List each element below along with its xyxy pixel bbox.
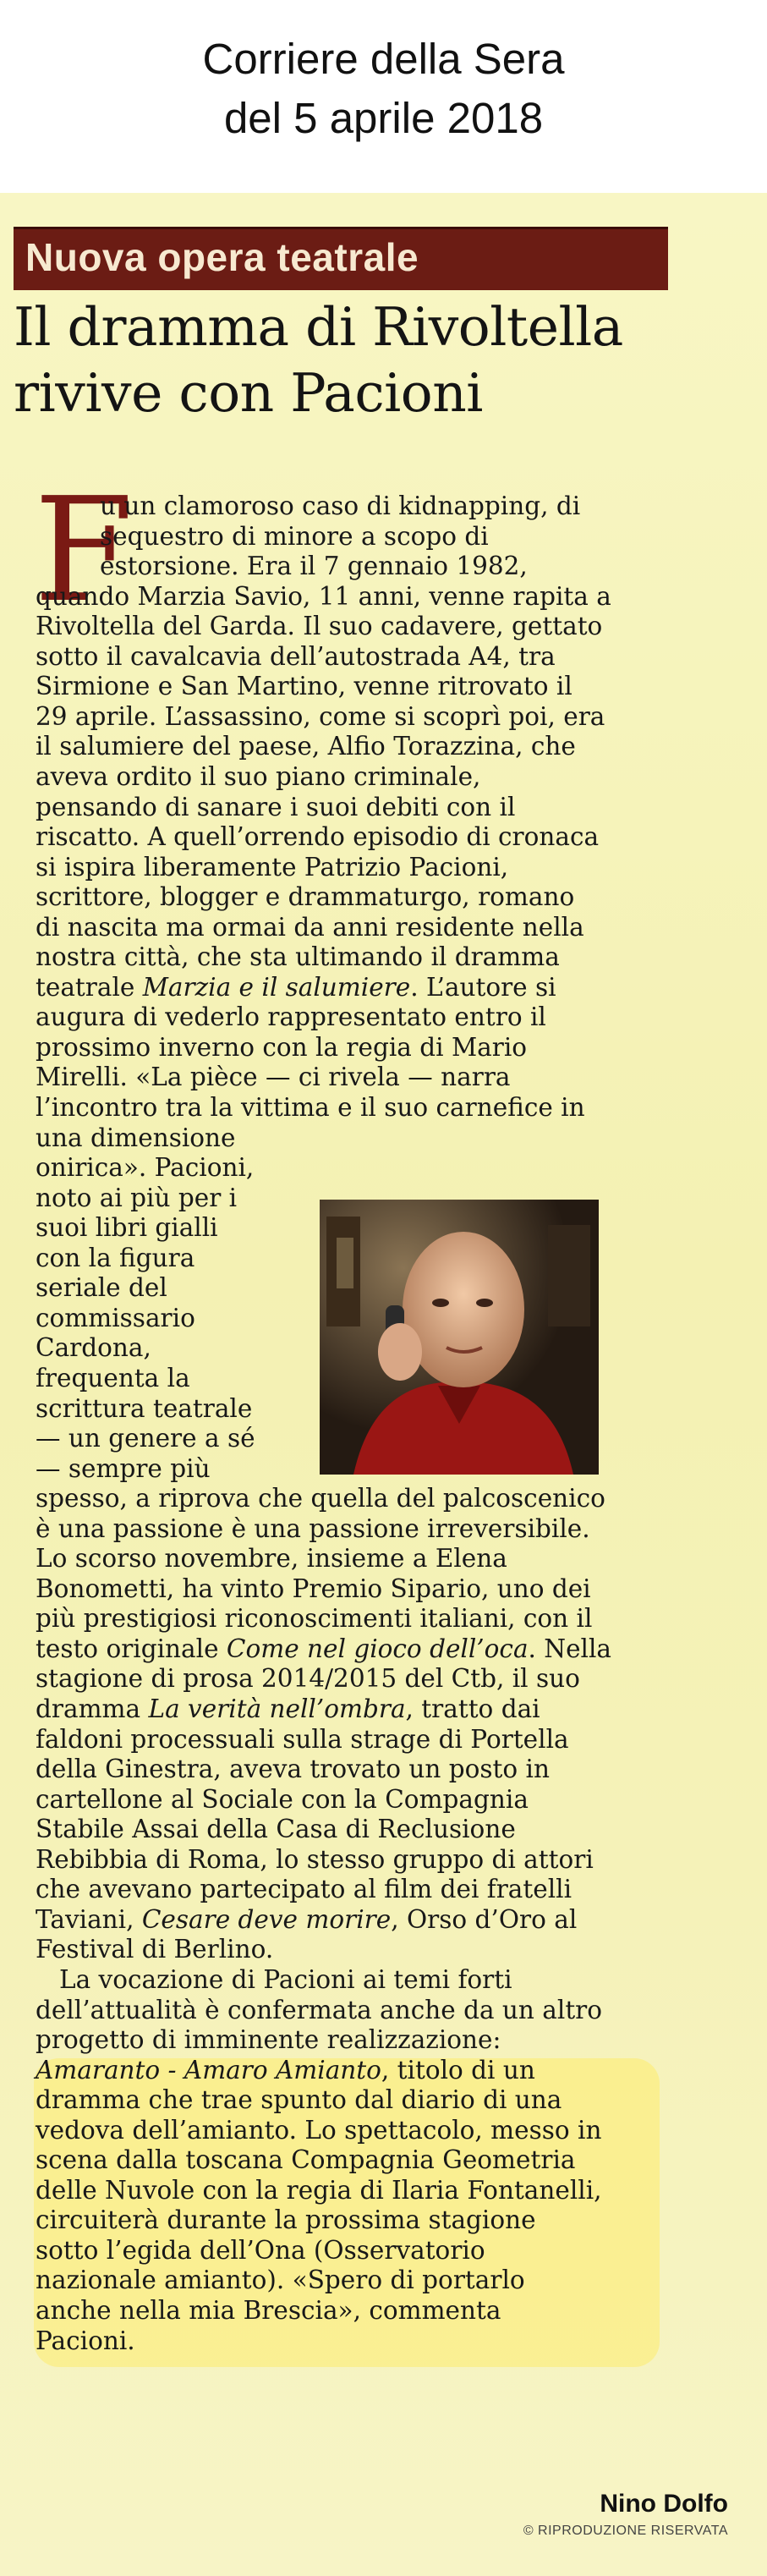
article-line — [36, 1934, 273, 1964]
article-line-text: dramma — [36, 1694, 149, 1723]
article-line-text: che avevano partecipato al film dei fratelli — [36, 1875, 573, 1904]
article-line — [36, 1483, 605, 1513]
article-line-text: nostra città, che sta ultimando il dramma — [36, 942, 560, 972]
article-line-text: spesso, a riprova che quella del palcoscenico — [36, 1484, 605, 1513]
article-line-text: — un genere a sé — [36, 1424, 255, 1453]
article-line-text: Rivoltella del Garda. Il suo cadavere, gettato — [36, 612, 603, 641]
article-line — [36, 1634, 611, 1664]
article-line-text: l’incontro tra la vittima e il suo carnefice in — [36, 1093, 585, 1122]
article-line-text: 29 aprile. L’assassino, come si scoprì poi, era — [36, 701, 605, 731]
headline-line-1: Il dramma di Rivoltella — [14, 296, 623, 358]
article-line-title: Cesare deve morire — [141, 1904, 392, 1934]
article-line-text: scrittura teatrale — [36, 1393, 253, 1423]
article-line — [36, 1995, 602, 2025]
article-line — [36, 1754, 550, 1784]
article-line-text: sequestro di minore a scopo di — [100, 521, 489, 551]
article-line-text: scena dalla toscana Compagnia Geometria — [36, 2145, 576, 2175]
article-line-text: con la figura — [36, 1243, 195, 1272]
article-line-tail: . L’autore si — [410, 972, 556, 1002]
article-line — [36, 2295, 501, 2326]
article-line-text: dramma che trae spunto dal diario di una — [36, 2085, 562, 2115]
article-line — [36, 1062, 511, 1092]
article-line-text: dell’attualità è confermata anche da un altro — [36, 1995, 603, 2024]
article-line — [36, 942, 560, 972]
copyright-notice: © RIPRODUZIONE RISERVATA — [523, 2524, 728, 2538]
article-line — [36, 1032, 527, 1063]
article-line — [36, 2024, 501, 2055]
article-line-text: pensando di sanare i suoi debiti con il — [36, 792, 516, 821]
article-line — [36, 1904, 577, 1935]
source-line-date: del 5 aprile 2018 — [223, 94, 544, 142]
article-line-text: Mirelli. «La pièce — ci rivela — narra — [36, 1063, 511, 1092]
author-photo — [320, 1200, 599, 1475]
article-line-text: testo originale — [36, 1634, 227, 1663]
article-line — [36, 2235, 485, 2266]
article-line — [36, 1814, 516, 1844]
article-line-text: scrittore, blogger e drammaturgo, romano — [36, 882, 575, 912]
article-line — [36, 1574, 591, 1604]
article-line-text: stagione di prosa 2014/2015 del Ctb, il suo — [36, 1664, 580, 1694]
article-line-text: Taviani, — [36, 1904, 142, 1934]
article-line-text: seriale del — [36, 1273, 167, 1303]
article-line — [59, 1964, 512, 1995]
article-line-text: sotto il cavalcavia dell’autostrada A4, tra — [36, 641, 556, 671]
kicker-text: Nuova opera teatrale — [25, 235, 419, 279]
article-line — [36, 972, 556, 1002]
article-line — [36, 1243, 194, 1273]
article-line — [36, 671, 573, 701]
article-line-text: della Ginestra, aveva trovato un posto in — [36, 1755, 550, 1784]
article-line — [36, 2265, 525, 2295]
headline-line-2: rivive con Pacioni — [14, 362, 483, 424]
article-line — [36, 1393, 252, 1424]
newspaper-clipping — [0, 193, 767, 2576]
article-line-text: Lo scorso novembre, insieme a Elena — [36, 1544, 507, 1574]
article-line-text: nazionale amianto). «Spero di portarlo — [36, 2266, 525, 2295]
article-line-text: cartellone al Sociale con la Compagnia — [36, 1784, 529, 1814]
article-line-text: aveva ordito il suo piano criminale, — [36, 761, 481, 791]
article-line — [36, 1363, 190, 1393]
article-line — [36, 2326, 135, 2356]
article-line-text: più prestigiosi riconoscimenti italiani, con il — [36, 1604, 593, 1634]
article-line-text: Rebibbia di Roma, lo stesso gruppo di attori — [36, 1844, 594, 1874]
article-line — [36, 1844, 594, 1875]
article-line — [36, 701, 605, 732]
article-line — [36, 2055, 535, 2085]
article-line — [36, 1784, 529, 1815]
kicker-banner — [14, 227, 668, 290]
article-line — [36, 1513, 590, 1544]
author-portrait-image — [320, 1200, 599, 1475]
article-line — [36, 821, 599, 852]
article-line-title: Marzia e il salumiere — [142, 972, 411, 1002]
article-line-text: Pacioni. — [36, 2326, 135, 2355]
article-line-text: di nascita ma ormai da anni residente nella — [36, 912, 584, 942]
article-line-text: commissario — [36, 1303, 195, 1332]
article-line — [36, 1724, 569, 1755]
article-line — [100, 491, 580, 521]
article-line — [36, 1453, 211, 1484]
article-line — [36, 1002, 546, 1032]
article-line-text: prossimo inverno con la regia di Mario — [36, 1032, 528, 1062]
article-line-title: La verità nell’ombra — [148, 1694, 406, 1723]
article-line-tail: , tratto dai — [405, 1694, 540, 1723]
article-line-text: anche nella mia Brescia», commenta — [36, 2296, 501, 2325]
article-line — [36, 2145, 575, 2175]
article-line — [36, 1874, 572, 1904]
article-line — [100, 551, 528, 581]
article-line — [36, 1303, 195, 1333]
source-line-newspaper: Corriere della Sera — [202, 35, 565, 83]
article-line — [36, 761, 480, 792]
article-line — [36, 731, 576, 761]
article-line-text: teatrale — [36, 972, 143, 1002]
article-line-title: Amaranto - Amaro Amianto — [36, 2055, 381, 2084]
article-line — [36, 1663, 580, 1694]
article-line-text: Sirmione e San Martino, venne ritrovato il — [36, 672, 573, 701]
article-line — [36, 2175, 602, 2205]
article-line-text: u un clamoroso caso di kidnapping, di — [100, 492, 581, 520]
article-line — [36, 1092, 585, 1123]
article-line — [36, 2205, 536, 2235]
article-line — [36, 792, 515, 822]
article-line-text: circuiterà durante la prossima stagione — [36, 2205, 536, 2235]
article-line-text: il salumiere del paese, Alfio Torazzina, che — [36, 732, 576, 761]
article-line — [36, 1423, 255, 1453]
article-line — [36, 1183, 237, 1213]
article-line-text: quando Marzia Savio, 11 anni, venne rapita a — [36, 581, 611, 611]
article-line-tail: , titolo di un — [381, 2055, 535, 2084]
article-line-text: sotto l’egida dell’Ona (Osservatorio — [36, 2235, 485, 2265]
article-line-text: Bonometti, ha vinto Premio Sipario, uno dei — [36, 1574, 591, 1603]
article-line — [36, 611, 602, 641]
article-line — [36, 1694, 540, 1724]
article-line — [36, 912, 584, 942]
article-line-text: La vocazione di Pacioni ai temi forti — [59, 1964, 512, 1994]
article-line-text: — sempre più — [36, 1453, 211, 1483]
article-line — [36, 1123, 236, 1153]
article-line — [36, 2084, 562, 2115]
article-line-text: è una passione è una passione irreversibile. — [36, 1513, 590, 1543]
article-line — [100, 521, 489, 552]
article-line-text: progetto di imminente realizzazione: — [36, 2025, 501, 2055]
article-line-tail: , Orso d’Oro al — [391, 1904, 578, 1934]
article-line-text: faldoni processuali sulla strage di Portella — [36, 1724, 569, 1754]
article-line — [36, 1212, 218, 1243]
article-line-title: Come nel gioco dell’oca — [226, 1634, 529, 1663]
article-line — [36, 852, 508, 882]
article-line — [36, 1332, 151, 1363]
byline: Nino Dolfo — [600, 2490, 728, 2518]
article-line-text: Cardona, — [36, 1333, 151, 1363]
article-line-text: estorsione. Era il 7 gennaio 1982, — [100, 552, 528, 581]
article-line — [36, 1543, 507, 1574]
article-line — [36, 2115, 601, 2145]
article-line-text: onirica». Pacioni, — [36, 1153, 255, 1183]
source-header — [0, 0, 767, 193]
drop-cap: F — [34, 467, 134, 634]
article-line-text: noto ai più per i — [36, 1183, 238, 1212]
article-line-text: Festival di Berlino. — [36, 1935, 274, 1964]
headline — [14, 294, 749, 426]
article-line-text: Stabile Assai della Casa di Reclusione — [36, 1815, 516, 1844]
article-line-tail: . Nella — [528, 1634, 612, 1663]
article-line-text: frequenta la — [36, 1363, 190, 1392]
article-line — [36, 882, 574, 912]
article-line — [36, 1603, 592, 1634]
article-line — [36, 641, 556, 672]
article-line-text: riscatto. A quell’orrendo episodio di cronaca — [36, 822, 600, 852]
article-line-text: una dimensione — [36, 1123, 236, 1152]
article-line-text: delle Nuvole con la regia di Ilaria Fontanelli, — [36, 2175, 602, 2205]
article-line-text: augura di vederlo rappresentato entro il — [36, 1002, 546, 1032]
article-line-text: vedova dell’amianto. Lo spettacolo, messo in — [36, 2115, 602, 2145]
article-line — [36, 1152, 254, 1183]
article-line-text: si ispira liberamente Patrizio Pacioni, — [36, 852, 509, 882]
article-line — [36, 581, 611, 612]
article-line — [36, 1272, 167, 1303]
article-line-text: suoi libri gialli — [36, 1213, 218, 1243]
